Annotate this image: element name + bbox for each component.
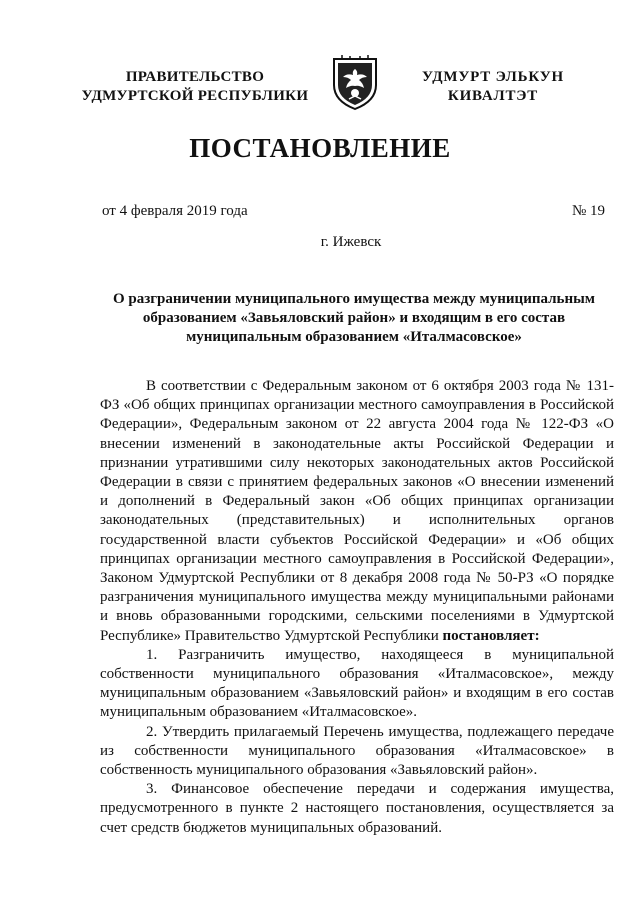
document-number: № 19 bbox=[572, 203, 606, 219]
item-3-paragraph: 3. Финансовое обеспечение передачи и содержания имущества, предусмотренного в пункте 2 настоящего постановления, осуществляется за счет средств бюджетов муниципальных образований. bbox=[100, 781, 614, 836]
document-body bbox=[100, 377, 614, 838]
item-2-paragraph: 2. Утвердить прилагаемый Перечень имущества, подлежащего передаче из собственности муниципального образования «Италмасовское» в собственность муниципального образования «Завьяловский район». bbox=[100, 723, 614, 779]
document-subject bbox=[100, 290, 608, 347]
preamble-paragraph bbox=[100, 377, 614, 646]
document-city: г. Ижевск bbox=[320, 234, 382, 250]
header-left-line2: УДМУРТСКОЙ РЕСПУБЛИКИ bbox=[81, 88, 309, 104]
header-right-line2: КИВАЛТЭТ bbox=[447, 88, 539, 104]
subject-line3: муниципальным образованием «Италмасовское» bbox=[186, 329, 522, 345]
item-1-paragraph: 1. Разграничить имущество, находящееся в муниципальной собственности муниципального образования «Италмасовское», между муниципальным образованием «Завьяловский район» и входящим в его состав муниципальным образованием «Италмасовское». bbox=[100, 646, 614, 721]
header-left-line1: ПРАВИТЕЛЬСТВО bbox=[125, 69, 265, 85]
subject-line1: О разграничении муниципального имущества между муниципальным bbox=[112, 291, 596, 307]
document-date: от 4 февраля 2019 года bbox=[102, 203, 248, 219]
header-right-line1: УДМУРТ ЭЛЬКУН bbox=[421, 69, 565, 85]
document-title: ПОСТАНОВЛЕНИЕ bbox=[189, 133, 451, 163]
subject-line2: образованием «Завьяловский район» и входящим в его состав bbox=[142, 310, 566, 326]
header-left bbox=[80, 68, 310, 106]
coat-of-arms-icon bbox=[330, 55, 380, 111]
resolves-word: постановляет: bbox=[442, 627, 540, 644]
header-right bbox=[398, 68, 588, 106]
preamble-text: В соответствии с Федеральным законом от 6 октября 2003 года № 131-ФЗ «Об общих принципах организации местного самоуправления в Российской Федерации», Федеральным законом от 22 августа 2004 года № 122-ФЗ «О внесении изменений в законодательные акты Российской Федерации и признании утратившими силу некоторых законодательных актов Российской Федерации в связи с принятием федеральных законов «О внесении изменений и дополнений в Федеральный закон «Об общих принципах организации законодательных (представительных) и исполнительных органов государственной власти субъектов Российской Федерации» и «Об общих принципах организации местного самоуправления в Российской Федерации», Законом Удмуртской Республики от 8 декабря 2008 года № 50-РЗ «О порядке разграничения муниципального имущества между муниципальными районами и вновь образованными городскими, сельскими поселениями в Удмуртской Республике» Правительство Удмуртской Республики bbox=[100, 378, 614, 644]
